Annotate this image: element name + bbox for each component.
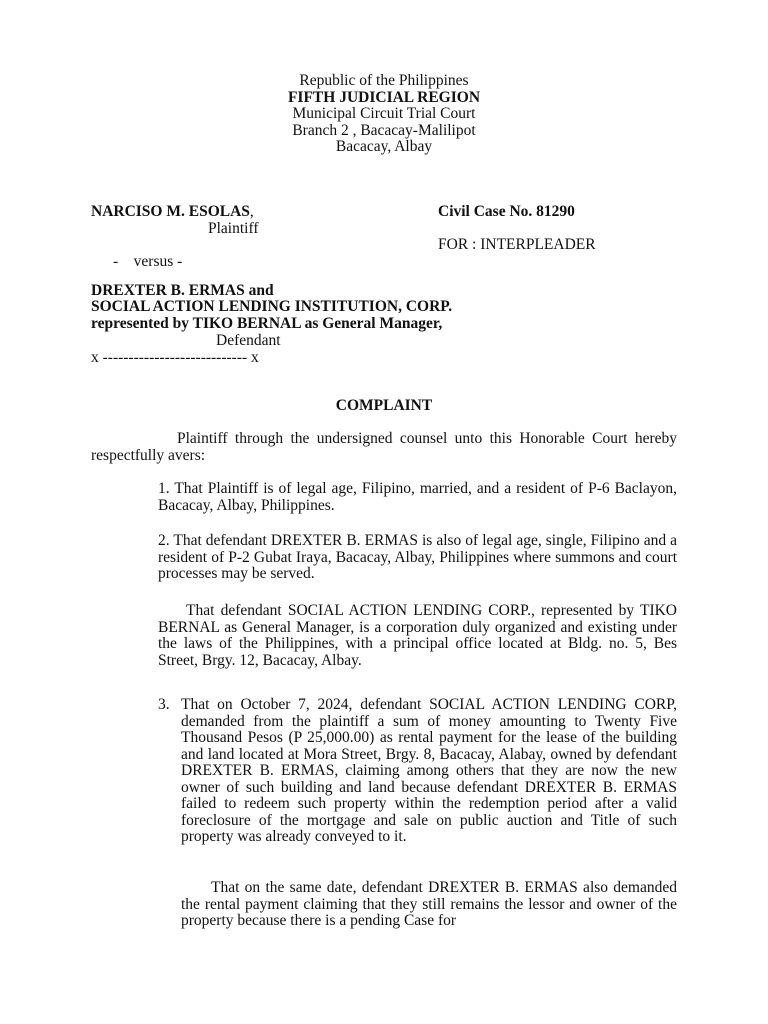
header-republic: Republic of the Philippines [299, 72, 469, 89]
defendant-role: Defendant [216, 332, 281, 349]
header-location: Bacacay, Albay [335, 138, 433, 155]
defendant-line-1: DREXTER B. ERMAS and [91, 282, 274, 299]
court-header [0, 73, 768, 156]
document-title: COMPLAINT [335, 397, 433, 414]
paragraph-3-number: 3. [158, 696, 170, 713]
defendant-line-3: represented by TIKO BERNAL as General Manager, [91, 315, 443, 332]
plaintiff-role: Plaintiff [208, 220, 259, 237]
plaintiff-name-line [91, 204, 254, 221]
caption-separator: x ---------------------------- x [91, 349, 259, 366]
paragraph-1: 1. That Plaintiff is of legal age, Filipino, married, and a resident of P-6 Baclayon, Bacacay, Albay, Philippines. [158, 480, 677, 514]
plaintiff-name: NARCISO M. ESOLAS [91, 203, 250, 220]
paragraph-3b: That on the same date, defendant DREXTER B. ERMAS also demanded the rental payment claiming that they still remains the lessor and owner of the property because there is a pending Case for [181, 879, 677, 929]
header-branch: Branch 2 , Bacacay-Malilipot [292, 121, 476, 139]
paragraph-2b: That defendant SOCIAL ACTION LENDING CORP., represented by TIKO BERNAL as General Manager, is a corporation duly organized and existing under the laws of the Philippines, with a principal office located at Bldg. no. 5, Bes Street, Brgy. 12, Bacacay, Albay. [158, 602, 677, 669]
paragraph-3: That on October 7, 2024, defendant SOCIAL ACTION LENDING CORP, demanded from the plaintiff a sum of money amounting to Twenty Five Thousand Pesos (P 25,000.00) as rental payment for the lease of the building and land located at Mora Street, Brgy. 8, Bacacay, Alabay, owned by defendant DREXTER B. ERMAS, claiming among others that they are now the new owner of such building and land because defendant DREXTER B. ERMAS failed to redeem such property within the redemption period after a valid foreclosure of the mortgage and sale on public auction and Title of such property was already conveyed to it. [181, 696, 677, 845]
defendant-line-2: SOCIAL ACTION LENDING INSTITUTION, CORP. [91, 298, 453, 315]
plaintiff-comma: , [249, 203, 254, 220]
header-court: Municipal Circuit Trial Court [292, 105, 476, 122]
header-region: FIFTH JUDICIAL REGION [287, 88, 481, 106]
intro-paragraph: Plaintiff through the undersigned counsel unto this Honorable Court hereby respectfully avers: [91, 430, 677, 464]
case-nature: FOR : INTERPLEADER [438, 236, 596, 253]
paragraph-2: 2. That defendant DREXTER B. ERMAS is also of legal age, single, Filipino and a resident of P-2 Gubat Iraya, Bacacay, Albay, Philippines where summons and court processes may be served. [158, 532, 677, 582]
versus-label: - versus - [113, 253, 183, 270]
case-number: Civil Case No. 81290 [438, 203, 575, 220]
